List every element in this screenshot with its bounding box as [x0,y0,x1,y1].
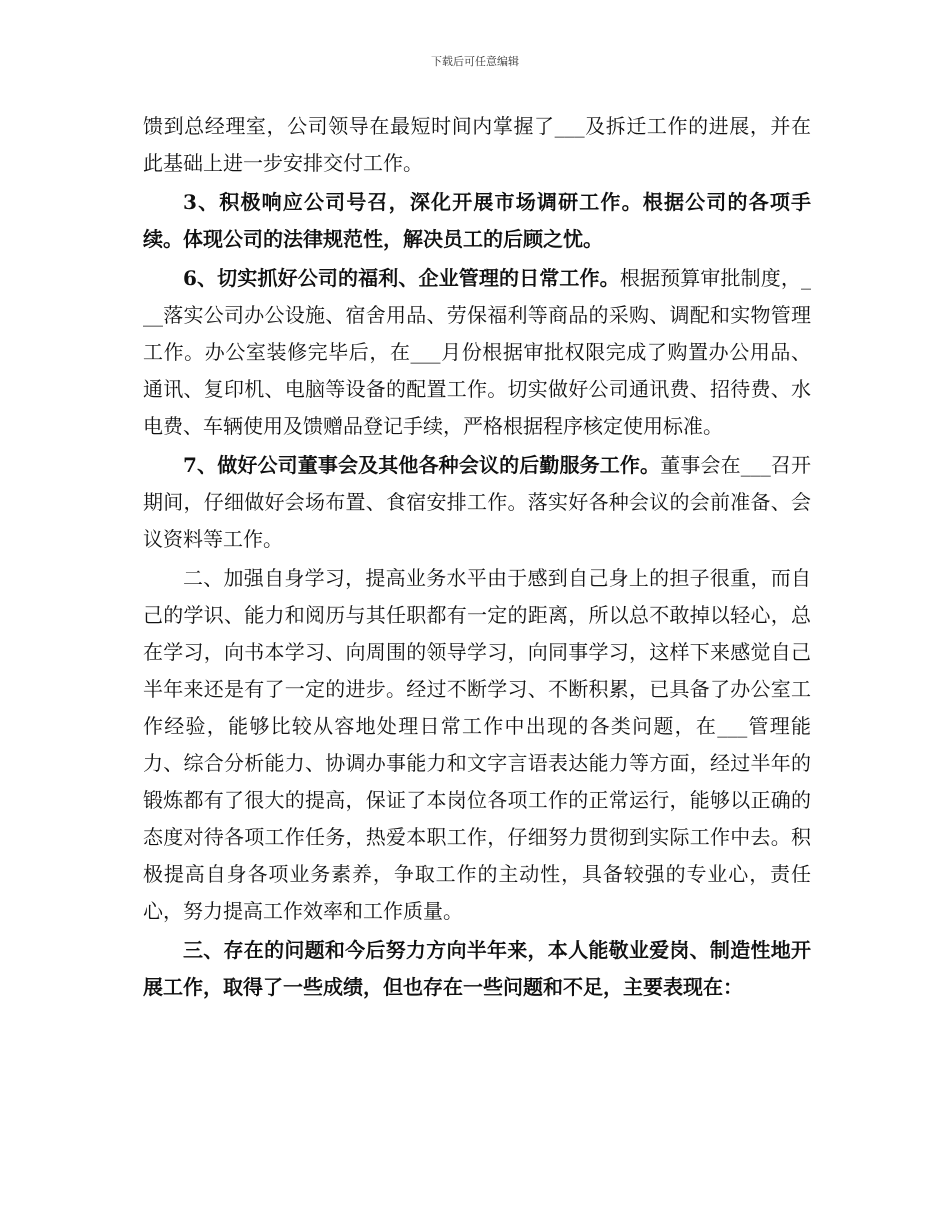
paragraph-heading: 3、积极响应公司号召，深化开展市场调研工作。根据公司的各项手续。体现公司的法律规范性，解决员工的后顾之忧。 [143,190,811,251]
paragraph-text: 馈到总经理室，公司领导在最短时间内掌握了___及拆迁工作的进展，并在此基础上进一步安排交付工作。 [143,114,811,175]
paragraph-item-6 [143,260,811,445]
paragraph-section-2 [143,560,811,930]
page-header: 下载后可任意编辑 [431,55,519,68]
document-body [143,108,811,1006]
paragraph-text: 董事会在___召开期间，仔细做好会场布置、食宿安排工作。落实好各种会议的会前准备、会议资料等工作。 [143,453,812,551]
paragraph-text: 二、加强自身学习，提高业务水平由于感到自己身上的担子很重，而自己的学识、能力和阅历与其任职都有一定的距离，所以总不敢掉以轻心，总在学习，向书本学习、向周围的领导学习，向同事学习，这样下来感觉自己半年来还是有了一定的进步。经过不断学习、不断积累，已具备了办公室工作经验，能够比较从容地处理日常工作中出现的各类问题，在___管理能力、综合分析能力、协调办事能力和文字言语表达能力等方面，经过半年的锻炼都有了很大的提高，保证了本岗位各项工作的正常运行，能够以正确的态度对待各项工作任务，热爱本职工作，仔细努力贯彻到实际工作中去。积极提高自身各项业务素养，争取工作的主动性，具备较强的专业心，责任心，努力提高工作效率和工作质量。 [143,566,811,923]
paragraph-text: 根据预算审批制度，___落实公司办公设施、宿舍用品、劳保福利等商品的采购、调配和实物管理工作。办公室装修完毕后，在___月份根据审批权限完成了购置办公用品、通讯、复印机、电脑等设备的配置工作。切实做好公司通讯费、招待费、水电费、车辆使用及馈赠品登记手续，严格根据程序核定使用标准。 [143,266,811,438]
paragraph-heading: 三、存在的问题和今后努力方向半年来，本人能敬业爱岗、制造性地开展工作，取得了一些成绩，但也存在一些问题和不足，主要表现在： [143,938,811,999]
paragraph-section-3 [143,932,811,1006]
paragraph-heading: 6、切实抓好公司的福利、企业管理的日常工作。 [183,266,620,290]
paragraph-heading: 7、做好公司董事会及其他各种会议的后勤服务工作。 [183,453,661,477]
paragraph-item-7 [143,447,811,558]
paragraph-item-3 [143,184,811,258]
paragraph-continuation [143,108,811,182]
